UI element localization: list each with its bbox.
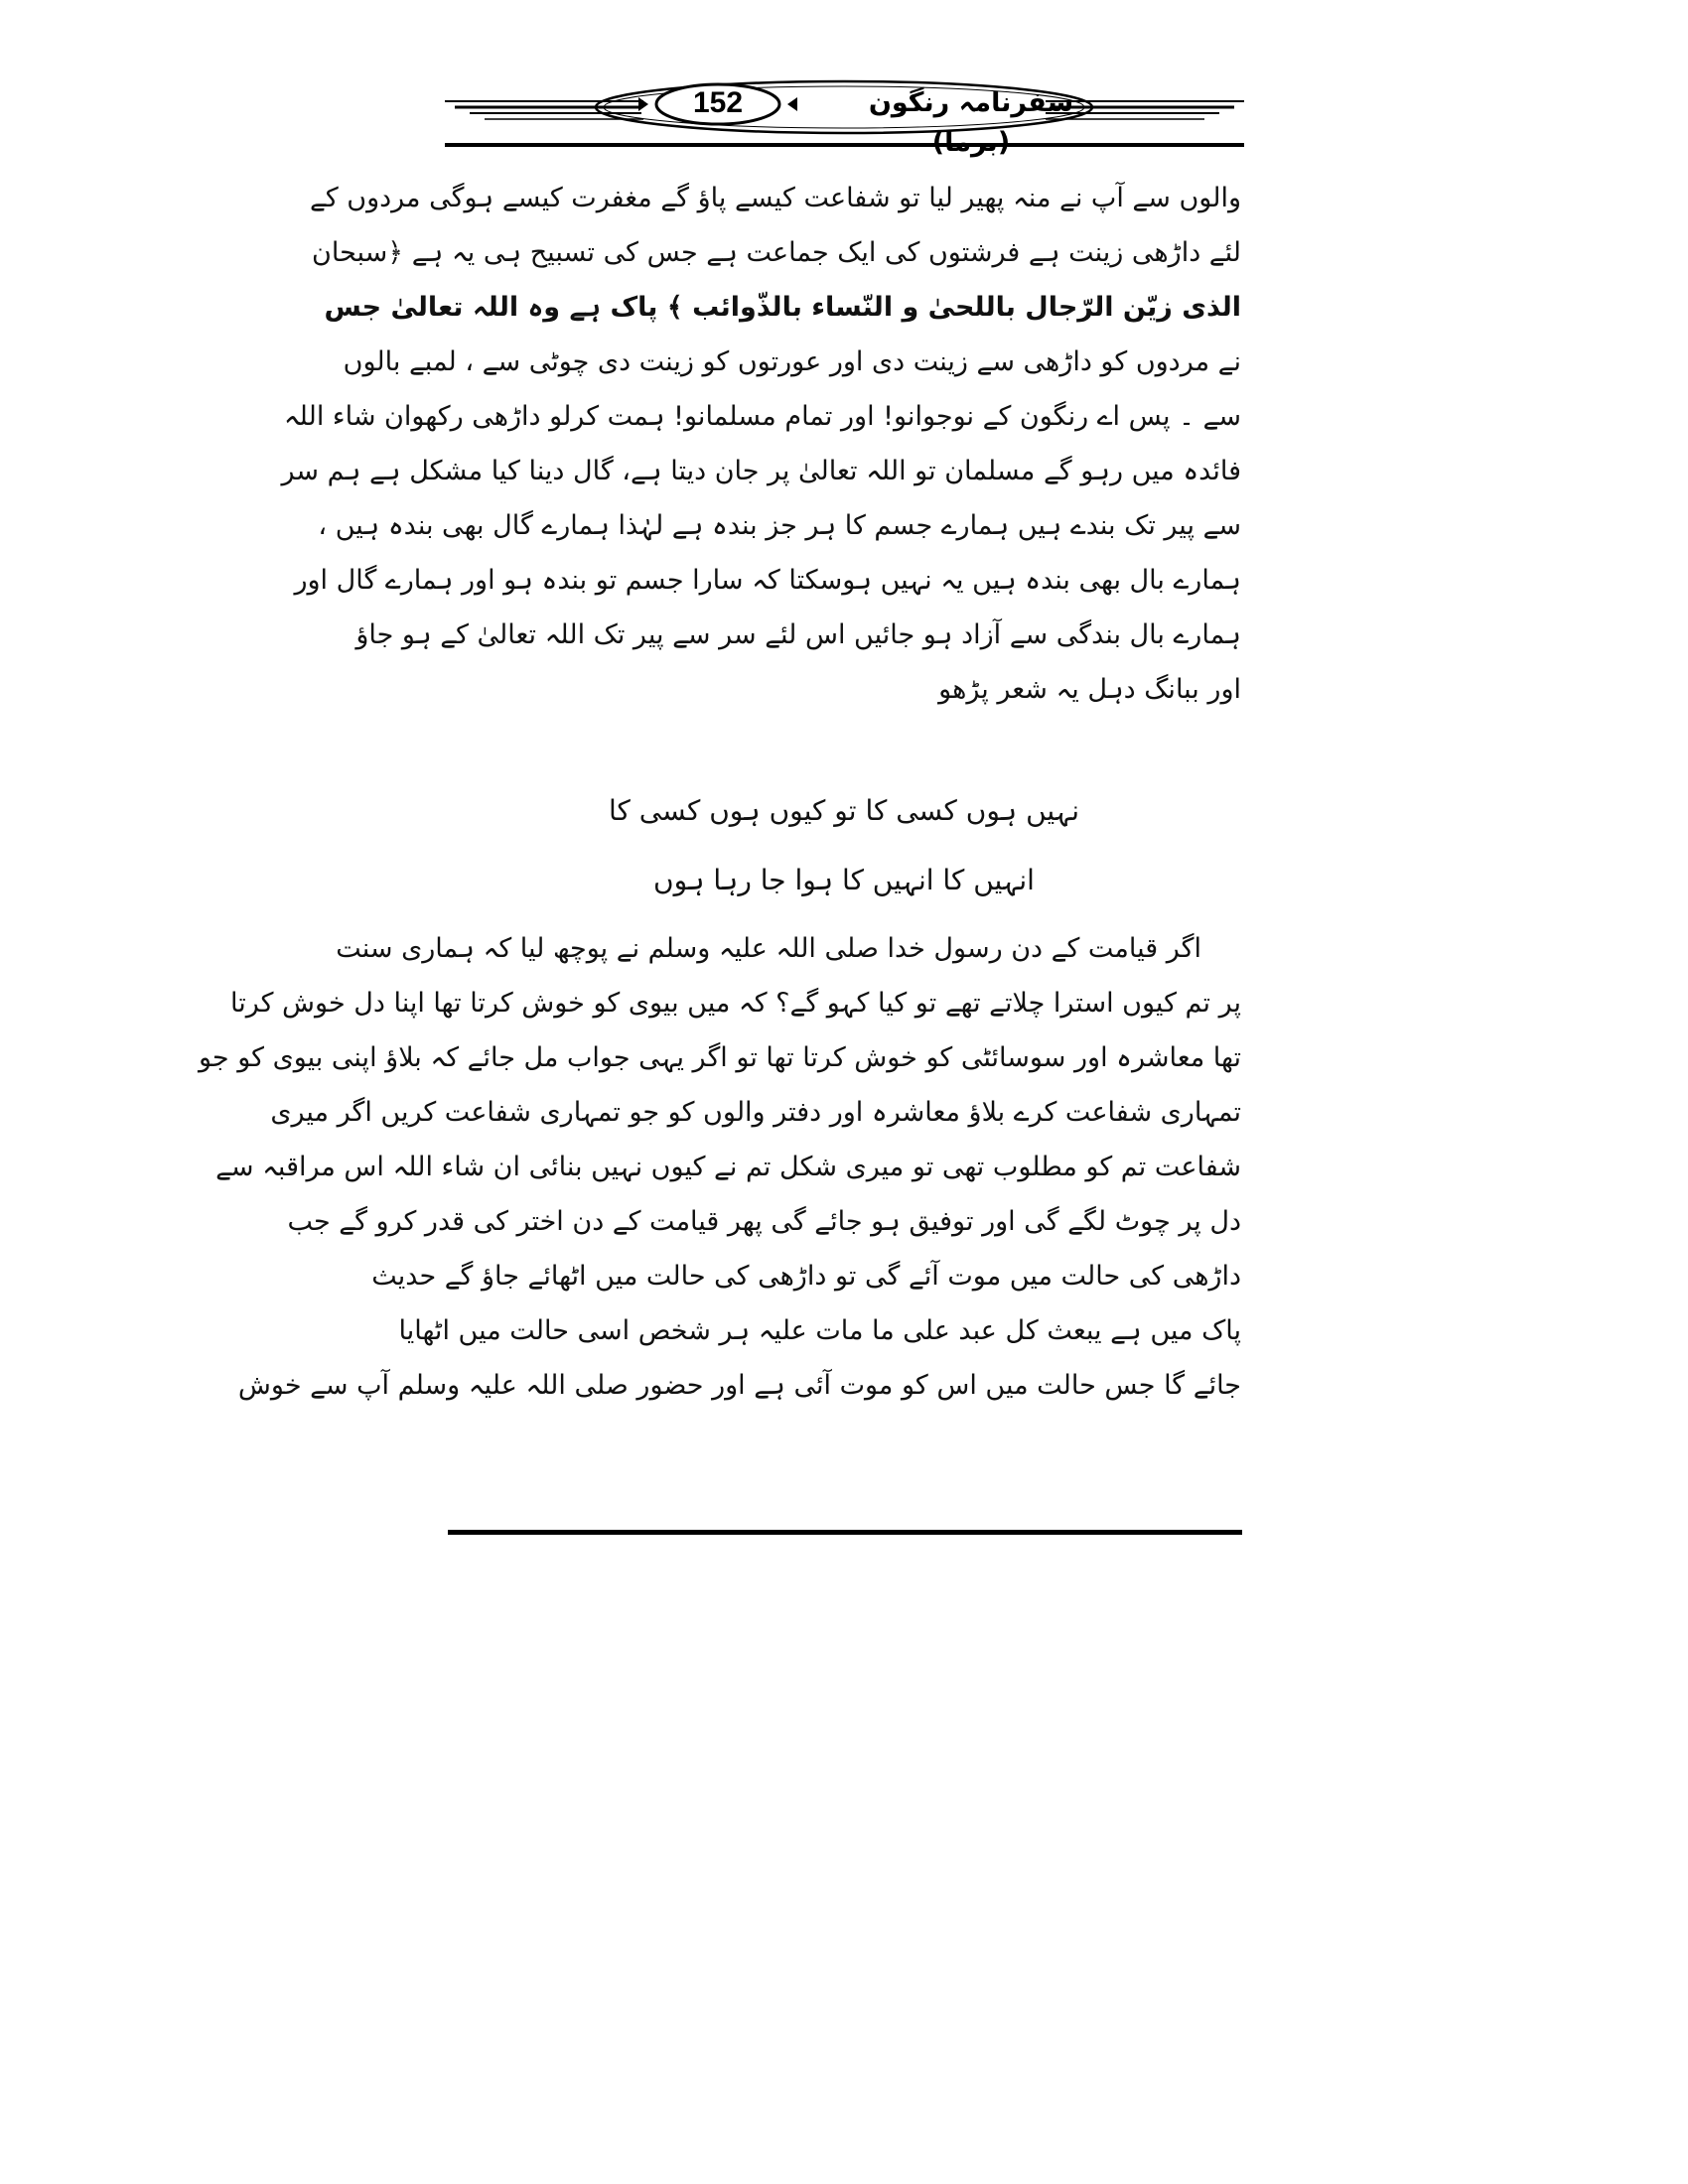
verse-line: نہیں ہوں کسی کا تو کیوں ہوں کسی کا	[608, 794, 1080, 827]
text-line: سے ۔ پس اے رنگون کے نوجوانو! اور تمام مسلمانو! ہمت کرلو داڑھی رکھوان شاء اللہ	[283, 401, 1241, 432]
text-line: فائدہ میں رہو گے مسلمان تو اللہ تعالیٰ پر جان دیتا ہے، گال دینا کیا مشکل ہے ہم سر	[281, 456, 1241, 486]
header-rule	[445, 143, 1244, 147]
poetry-couplet	[447, 776, 1241, 915]
text-line: الذی زیّن الرّجال باللحیٰ و النّساء بالذّوائب ﴾ پاک ہے وہ اللہ تعالیٰ جس	[324, 292, 1241, 323]
text-line: والوں سے آپ نے منہ پھیر لیا تو شفاعت کیسے پاؤ گے مغفرت کیسے ہوگی مردوں کے	[310, 183, 1241, 213]
paragraph-1	[281, 171, 1241, 717]
book-title: سفرنامہ رنگون	[868, 87, 1074, 118]
paragraph-2	[198, 921, 1241, 1413]
text-line: ہمارے بال بندگی سے آزاد ہو جائیں اس لئے سر سے پیر تک اللہ تعالیٰ کے ہو جاؤ	[355, 619, 1241, 650]
page-number: 152	[692, 86, 744, 119]
text-line: شفاعت تم کو مطلوب تھی تو میری شکل تم نے کیوں نہیں بنائی ان شاء اللہ اس مراقبہ سے	[215, 1152, 1241, 1182]
page-header	[445, 77, 1244, 163]
text-line: دل پر چوٹ لگے گی اور توفیق ہو جائے گی پھر قیامت کے دن اختر کی قدر کرو گے جب	[287, 1206, 1241, 1237]
verse-line: انہیں کا انہیں کا ہوا جا رہا ہوں	[653, 864, 1035, 896]
text-line: پر تم کیوں استرا چلاتے تھے تو کیا کہو گے؟ کہ میں بیوی کو خوش کرتا تھا اپنا دل خوش کرتا	[229, 988, 1241, 1019]
text-line: سے پیر تک بندے ہیں ہمارے جسم کا ہر جز بندہ ہے لہٰذا ہمارے گال بھی بندہ ہیں ،	[318, 510, 1241, 541]
text-line: ہمارے بال بھی بندہ ہیں یہ نہیں ہوسکتا کہ سارا جسم تو بندہ ہو اور ہمارے گال اور	[294, 565, 1241, 596]
text-line: لئے داڑھی زینت ہے فرشتوں کی ایک جماعت ہے جس کی تسبیح ہی یہ ہے ﴿سبحان	[312, 237, 1241, 268]
text-line: پاک میں ہے یبعث کل عبد علی ما مات علیہ ہر شخص اسی حالت میں اٹھایا	[398, 1315, 1241, 1346]
text-line: اور ببانگ دہل یہ شعر پڑھو	[938, 674, 1241, 705]
text-line: داڑھی کی حالت میں موت آئے گی تو داڑھی کی حالت میں اٹھائے جاؤ گے حدیث	[371, 1261, 1241, 1292]
footer-rule	[448, 1530, 1242, 1535]
text-line: نے مردوں کو داڑھی سے زینت دی اور عورتوں کو زینت دی چوٹی سے ، لمبے بالوں	[343, 346, 1241, 377]
text-line: تھا معاشرہ اور سوسائٹی کو خوش کرتا تھا تو اگر یہی جواب مل جائے کہ بلاؤ اپنی بیوی کو جو	[198, 1042, 1241, 1073]
text-line: جائے گا جس حالت میں اس کو موت آئی ہے اور حضور صلی اللہ علیہ وسلم آپ سے خوش	[237, 1370, 1241, 1401]
text-line: تمہاری شفاعت کرے بلاؤ معاشرہ اور دفتر والوں کو جو تمہاری شفاعت کریں اگر میری	[270, 1097, 1241, 1128]
text-line: اگر قیامت کے دن رسول خدا صلی اللہ علیہ وسلم نے پوچھ لیا کہ ہماری سنت	[336, 933, 1201, 964]
